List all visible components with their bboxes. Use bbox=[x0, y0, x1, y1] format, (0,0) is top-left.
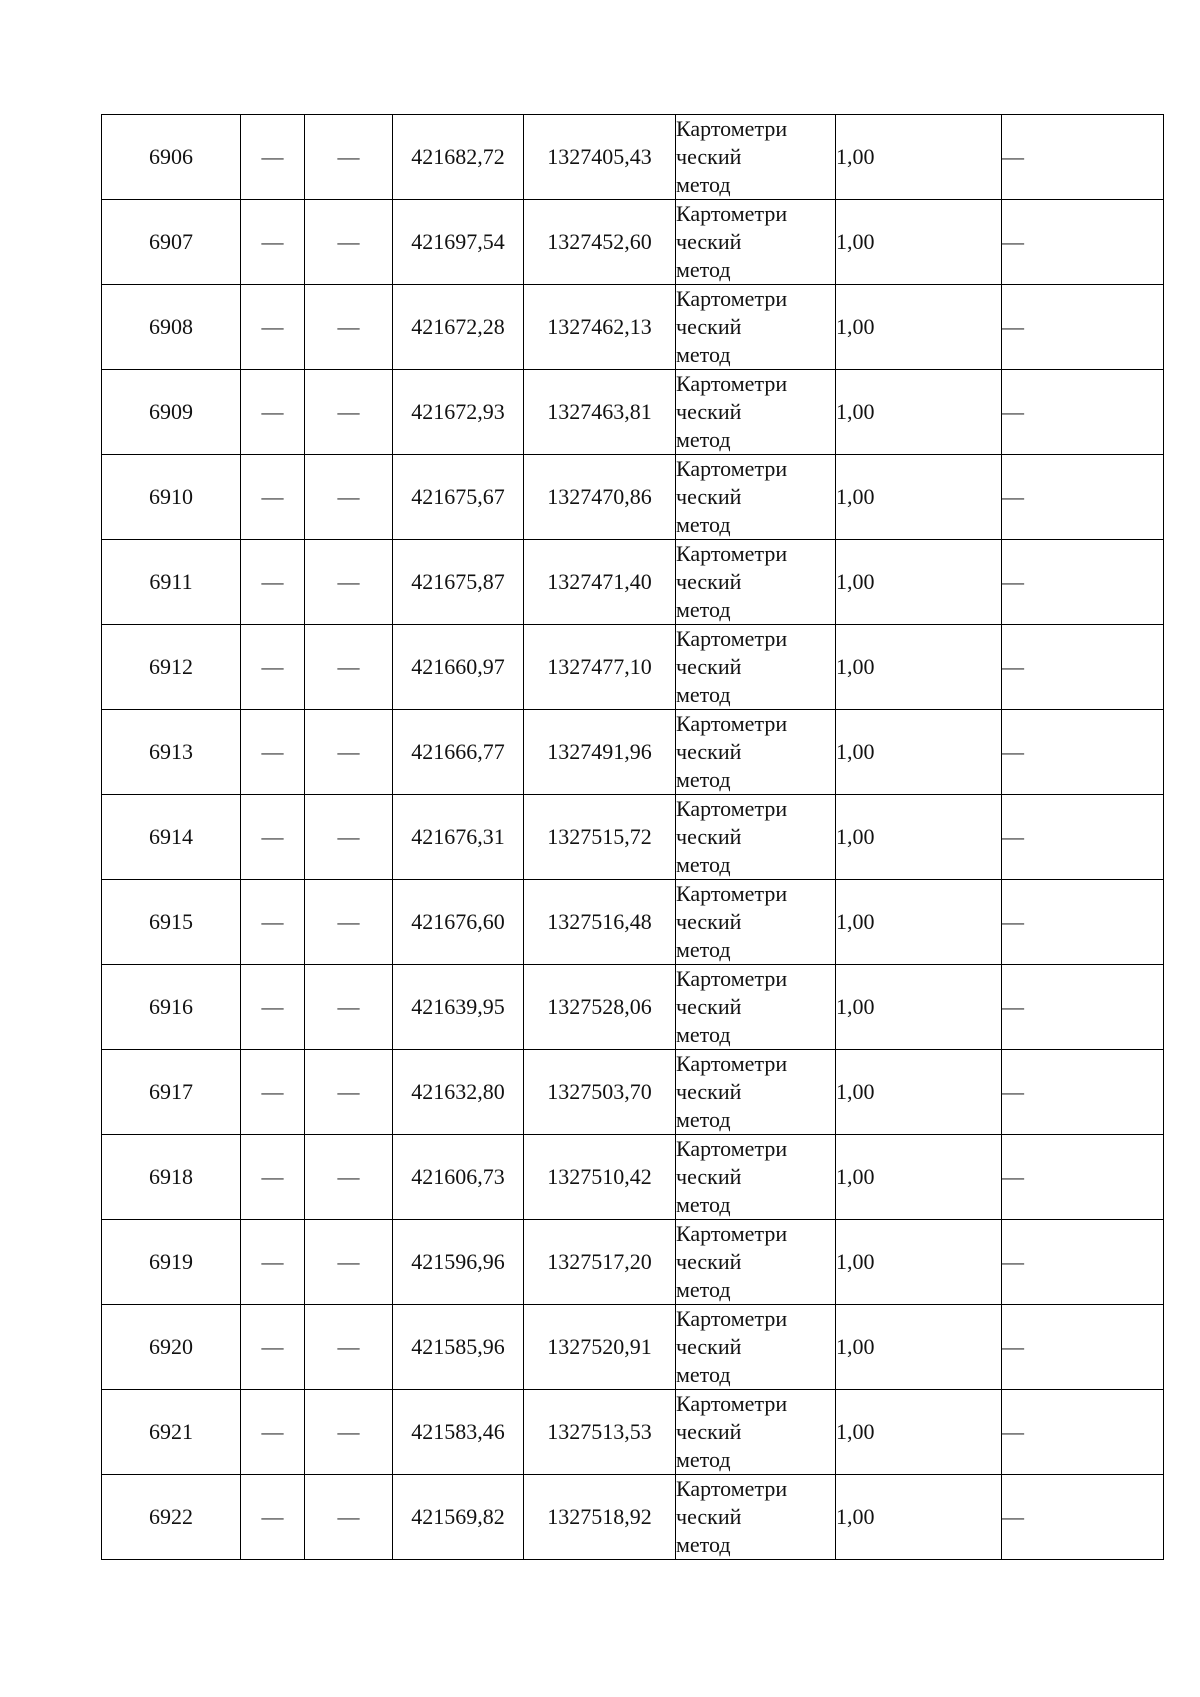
x-coordinate-cell bbox=[393, 710, 524, 795]
empty-value-cell bbox=[241, 1475, 305, 1560]
note-text: — bbox=[1002, 739, 1024, 764]
method-cell bbox=[676, 1475, 836, 1560]
precision-text: 1,00 bbox=[836, 1419, 875, 1444]
x-coordinate-text: 421660,97 bbox=[411, 654, 505, 679]
precision-text: 1,00 bbox=[836, 739, 875, 764]
x-coordinate-text: 421697,54 bbox=[411, 229, 505, 254]
empty-value-text: — bbox=[337, 654, 360, 679]
empty-value-cell bbox=[305, 1050, 393, 1135]
empty-value-text: — bbox=[261, 229, 284, 254]
empty-value-text: — bbox=[337, 1079, 360, 1104]
point-number-text: 6913 bbox=[149, 739, 193, 764]
precision-cell bbox=[836, 710, 1002, 795]
note-text: — bbox=[1002, 654, 1024, 679]
table-row bbox=[102, 540, 1164, 625]
point-number-cell bbox=[102, 795, 241, 880]
empty-value-cell bbox=[241, 710, 305, 795]
point-number-cell bbox=[102, 1220, 241, 1305]
x-coordinate-cell bbox=[393, 965, 524, 1050]
x-coordinate-cell bbox=[393, 880, 524, 965]
x-coordinate-text: 421606,73 bbox=[411, 1164, 505, 1189]
x-coordinate-text: 421666,77 bbox=[411, 739, 505, 764]
method-text: Картометри ческий метод bbox=[676, 1476, 788, 1557]
empty-value-cell bbox=[241, 625, 305, 710]
note-text: — bbox=[1002, 1334, 1024, 1359]
x-coordinate-cell bbox=[393, 1390, 524, 1475]
table-row bbox=[102, 625, 1164, 710]
note-cell bbox=[1002, 455, 1164, 540]
empty-value-text: — bbox=[337, 1164, 360, 1189]
point-number-text: 6909 bbox=[149, 399, 193, 424]
x-coordinate-text: 421672,93 bbox=[411, 399, 505, 424]
method-text: Картометри ческий метод bbox=[676, 1306, 788, 1387]
empty-value-text: — bbox=[261, 1249, 284, 1274]
note-text: — bbox=[1002, 569, 1024, 594]
note-cell bbox=[1002, 625, 1164, 710]
empty-value-text: — bbox=[337, 824, 360, 849]
point-number-text: 6921 bbox=[149, 1419, 193, 1444]
note-cell bbox=[1002, 1390, 1164, 1475]
x-coordinate-text: 421675,87 bbox=[411, 569, 505, 594]
y-coordinate-text: 1327515,72 bbox=[547, 824, 652, 849]
point-number-cell bbox=[102, 115, 241, 200]
method-text: Картометри ческий метод bbox=[676, 1221, 788, 1302]
precision-cell bbox=[836, 370, 1002, 455]
note-text: — bbox=[1002, 1249, 1024, 1274]
note-cell bbox=[1002, 1135, 1164, 1220]
note-cell bbox=[1002, 115, 1164, 200]
point-number-cell bbox=[102, 1135, 241, 1220]
point-number-cell bbox=[102, 455, 241, 540]
method-text: Картометри ческий метод bbox=[676, 966, 788, 1047]
empty-value-cell bbox=[305, 370, 393, 455]
table-row bbox=[102, 1305, 1164, 1390]
y-coordinate-text: 1327463,81 bbox=[547, 399, 652, 424]
precision-cell bbox=[836, 1050, 1002, 1135]
method-cell bbox=[676, 200, 836, 285]
method-cell bbox=[676, 965, 836, 1050]
table-row bbox=[102, 1135, 1164, 1220]
note-cell bbox=[1002, 1305, 1164, 1390]
empty-value-text: — bbox=[261, 1164, 284, 1189]
empty-value-cell bbox=[305, 1475, 393, 1560]
method-text: Картометри ческий метод bbox=[676, 881, 788, 962]
note-text: — bbox=[1002, 314, 1024, 339]
x-coordinate-text: 421596,96 bbox=[411, 1249, 505, 1274]
empty-value-cell bbox=[305, 455, 393, 540]
point-number-cell bbox=[102, 285, 241, 370]
empty-value-cell bbox=[241, 880, 305, 965]
precision-cell bbox=[836, 795, 1002, 880]
x-coordinate-cell bbox=[393, 625, 524, 710]
note-text: — bbox=[1002, 484, 1024, 509]
table-row bbox=[102, 880, 1164, 965]
y-coordinate-text: 1327513,53 bbox=[547, 1419, 652, 1444]
method-cell bbox=[676, 625, 836, 710]
method-cell bbox=[676, 1220, 836, 1305]
empty-value-text: — bbox=[337, 314, 360, 339]
empty-value-text: — bbox=[261, 1419, 284, 1444]
note-cell bbox=[1002, 965, 1164, 1050]
y-coordinate-cell bbox=[524, 285, 676, 370]
note-text: — bbox=[1002, 994, 1024, 1019]
point-number-text: 6907 bbox=[149, 229, 193, 254]
empty-value-text: — bbox=[337, 909, 360, 934]
point-number-text: 6916 bbox=[149, 994, 193, 1019]
note-cell bbox=[1002, 1050, 1164, 1135]
empty-value-text: — bbox=[261, 144, 284, 169]
empty-value-cell bbox=[305, 795, 393, 880]
y-coordinate-cell bbox=[524, 795, 676, 880]
empty-value-cell bbox=[305, 1390, 393, 1475]
x-coordinate-text: 421569,82 bbox=[411, 1504, 505, 1529]
note-text: — bbox=[1002, 909, 1024, 934]
y-coordinate-cell bbox=[524, 710, 676, 795]
y-coordinate-cell bbox=[524, 965, 676, 1050]
empty-value-cell bbox=[241, 795, 305, 880]
note-text: — bbox=[1002, 1164, 1024, 1189]
table-row bbox=[102, 965, 1164, 1050]
y-coordinate-cell bbox=[524, 540, 676, 625]
precision-text: 1,00 bbox=[836, 399, 875, 424]
note-text: — bbox=[1002, 399, 1024, 424]
x-coordinate-text: 421676,31 bbox=[411, 824, 505, 849]
precision-text: 1,00 bbox=[836, 144, 875, 169]
note-text: — bbox=[1002, 824, 1024, 849]
table-row bbox=[102, 200, 1164, 285]
empty-value-text: — bbox=[261, 1334, 284, 1359]
x-coordinate-cell bbox=[393, 455, 524, 540]
table-row bbox=[102, 285, 1164, 370]
empty-value-cell bbox=[241, 1135, 305, 1220]
x-coordinate-text: 421676,60 bbox=[411, 909, 505, 934]
precision-cell bbox=[836, 1475, 1002, 1560]
empty-value-text: — bbox=[261, 1079, 284, 1104]
point-number-text: 6919 bbox=[149, 1249, 193, 1274]
empty-value-cell bbox=[241, 965, 305, 1050]
precision-cell bbox=[836, 880, 1002, 965]
point-number-text: 6917 bbox=[149, 1079, 193, 1104]
y-coordinate-text: 1327510,42 bbox=[547, 1164, 652, 1189]
coordinates-table-body bbox=[102, 115, 1164, 1560]
note-cell bbox=[1002, 540, 1164, 625]
method-text: Картометри ческий метод bbox=[676, 1136, 788, 1217]
precision-text: 1,00 bbox=[836, 484, 875, 509]
point-number-cell bbox=[102, 1390, 241, 1475]
method-text: Картометри ческий метод bbox=[676, 626, 788, 707]
y-coordinate-cell bbox=[524, 1220, 676, 1305]
point-number-text: 6920 bbox=[149, 1334, 193, 1359]
y-coordinate-text: 1327477,10 bbox=[547, 654, 652, 679]
point-number-text: 6914 bbox=[149, 824, 193, 849]
y-coordinate-cell bbox=[524, 370, 676, 455]
empty-value-cell bbox=[241, 370, 305, 455]
point-number-cell bbox=[102, 880, 241, 965]
empty-value-text: — bbox=[337, 569, 360, 594]
note-text: — bbox=[1002, 1504, 1024, 1529]
point-number-cell bbox=[102, 1050, 241, 1135]
precision-cell bbox=[836, 1305, 1002, 1390]
table-row bbox=[102, 455, 1164, 540]
empty-value-text: — bbox=[337, 1419, 360, 1444]
empty-value-cell bbox=[305, 880, 393, 965]
method-text: Картометри ческий метод bbox=[676, 1391, 788, 1472]
table-row bbox=[102, 370, 1164, 455]
empty-value-cell bbox=[241, 1050, 305, 1135]
empty-value-cell bbox=[305, 1220, 393, 1305]
y-coordinate-cell bbox=[524, 1475, 676, 1560]
empty-value-cell bbox=[305, 625, 393, 710]
point-number-cell bbox=[102, 1475, 241, 1560]
empty-value-text: — bbox=[261, 994, 284, 1019]
note-cell bbox=[1002, 880, 1164, 965]
x-coordinate-cell bbox=[393, 1305, 524, 1390]
method-text: Картометри ческий метод bbox=[676, 371, 788, 452]
y-coordinate-text: 1327452,60 bbox=[547, 229, 652, 254]
table-row bbox=[102, 710, 1164, 795]
y-coordinate-cell bbox=[524, 1390, 676, 1475]
empty-value-cell bbox=[305, 1135, 393, 1220]
empty-value-text: — bbox=[337, 739, 360, 764]
x-coordinate-text: 421585,96 bbox=[411, 1334, 505, 1359]
precision-cell bbox=[836, 115, 1002, 200]
point-number-cell bbox=[102, 965, 241, 1050]
method-cell bbox=[676, 455, 836, 540]
precision-cell bbox=[836, 625, 1002, 710]
precision-text: 1,00 bbox=[836, 654, 875, 679]
point-number-text: 6912 bbox=[149, 654, 193, 679]
x-coordinate-cell bbox=[393, 285, 524, 370]
table-row bbox=[102, 795, 1164, 880]
coordinates-table bbox=[101, 114, 1164, 1560]
y-coordinate-text: 1327405,43 bbox=[547, 144, 652, 169]
note-text: — bbox=[1002, 1419, 1024, 1444]
y-coordinate-text: 1327471,40 bbox=[547, 569, 652, 594]
y-coordinate-text: 1327491,96 bbox=[547, 739, 652, 764]
x-coordinate-cell bbox=[393, 1135, 524, 1220]
point-number-text: 6911 bbox=[149, 569, 193, 594]
precision-text: 1,00 bbox=[836, 1079, 875, 1104]
method-text: Картометри ческий метод bbox=[676, 711, 788, 792]
table-row bbox=[102, 1390, 1164, 1475]
note-text: — bbox=[1002, 229, 1024, 254]
note-cell bbox=[1002, 710, 1164, 795]
y-coordinate-text: 1327528,06 bbox=[547, 994, 652, 1019]
precision-cell bbox=[836, 285, 1002, 370]
y-coordinate-text: 1327518,92 bbox=[547, 1504, 652, 1529]
note-cell bbox=[1002, 200, 1164, 285]
point-number-cell bbox=[102, 625, 241, 710]
x-coordinate-text: 421639,95 bbox=[411, 994, 505, 1019]
empty-value-text: — bbox=[337, 144, 360, 169]
point-number-cell bbox=[102, 200, 241, 285]
x-coordinate-cell bbox=[393, 795, 524, 880]
precision-cell bbox=[836, 540, 1002, 625]
precision-text: 1,00 bbox=[836, 229, 875, 254]
empty-value-cell bbox=[305, 1305, 393, 1390]
x-coordinate-cell bbox=[393, 200, 524, 285]
precision-text: 1,00 bbox=[836, 1504, 875, 1529]
precision-text: 1,00 bbox=[836, 1164, 875, 1189]
x-coordinate-cell bbox=[393, 370, 524, 455]
y-coordinate-cell bbox=[524, 455, 676, 540]
empty-value-text: — bbox=[261, 824, 284, 849]
y-coordinate-text: 1327470,86 bbox=[547, 484, 652, 509]
empty-value-text: — bbox=[337, 399, 360, 424]
method-text: Картометри ческий метод bbox=[676, 541, 788, 622]
x-coordinate-text: 421672,28 bbox=[411, 314, 505, 339]
table-row bbox=[102, 1475, 1164, 1560]
empty-value-cell bbox=[305, 540, 393, 625]
x-coordinate-cell bbox=[393, 1050, 524, 1135]
method-text: Картометри ческий метод bbox=[676, 456, 788, 537]
y-coordinate-cell bbox=[524, 1305, 676, 1390]
method-cell bbox=[676, 1390, 836, 1475]
note-cell bbox=[1002, 795, 1164, 880]
y-coordinate-text: 1327503,70 bbox=[547, 1079, 652, 1104]
empty-value-text: — bbox=[337, 1334, 360, 1359]
point-number-text: 6918 bbox=[149, 1164, 193, 1189]
method-cell bbox=[676, 370, 836, 455]
empty-value-cell bbox=[305, 710, 393, 795]
method-text: Картометри ческий метод bbox=[676, 201, 788, 282]
precision-text: 1,00 bbox=[836, 1249, 875, 1274]
empty-value-cell bbox=[241, 455, 305, 540]
note-cell bbox=[1002, 1220, 1164, 1305]
empty-value-cell bbox=[241, 1220, 305, 1305]
precision-text: 1,00 bbox=[836, 909, 875, 934]
method-cell bbox=[676, 115, 836, 200]
x-coordinate-text: 421632,80 bbox=[411, 1079, 505, 1104]
precision-text: 1,00 bbox=[836, 314, 875, 339]
empty-value-cell bbox=[241, 200, 305, 285]
method-cell bbox=[676, 1050, 836, 1135]
point-number-cell bbox=[102, 710, 241, 795]
precision-cell bbox=[836, 1220, 1002, 1305]
point-number-cell bbox=[102, 540, 241, 625]
empty-value-text: — bbox=[261, 1504, 284, 1529]
empty-value-cell bbox=[305, 115, 393, 200]
x-coordinate-text: 421675,67 bbox=[411, 484, 505, 509]
method-text: Картометри ческий метод bbox=[676, 796, 788, 877]
empty-value-text: — bbox=[337, 1249, 360, 1274]
empty-value-cell bbox=[241, 540, 305, 625]
empty-value-cell bbox=[241, 1305, 305, 1390]
x-coordinate-cell bbox=[393, 1475, 524, 1560]
point-number-text: 6908 bbox=[149, 314, 193, 339]
empty-value-cell bbox=[241, 1390, 305, 1475]
x-coordinate-cell bbox=[393, 540, 524, 625]
y-coordinate-text: 1327520,91 bbox=[547, 1334, 652, 1359]
empty-value-text: — bbox=[261, 909, 284, 934]
empty-value-text: — bbox=[337, 1504, 360, 1529]
precision-text: 1,00 bbox=[836, 994, 875, 1019]
note-cell bbox=[1002, 285, 1164, 370]
method-text: Картометри ческий метод bbox=[676, 116, 788, 197]
precision-cell bbox=[836, 1135, 1002, 1220]
table-row bbox=[102, 1220, 1164, 1305]
empty-value-text: — bbox=[261, 399, 284, 424]
note-text: — bbox=[1002, 1079, 1024, 1104]
empty-value-cell bbox=[305, 965, 393, 1050]
empty-value-cell bbox=[241, 285, 305, 370]
empty-value-text: — bbox=[261, 484, 284, 509]
method-text: Картометри ческий метод bbox=[676, 1051, 788, 1132]
precision-text: 1,00 bbox=[836, 1334, 875, 1359]
x-coordinate-text: 421682,72 bbox=[411, 144, 505, 169]
y-coordinate-cell bbox=[524, 115, 676, 200]
empty-value-text: — bbox=[261, 739, 284, 764]
y-coordinate-cell bbox=[524, 200, 676, 285]
precision-text: 1,00 bbox=[836, 569, 875, 594]
method-cell bbox=[676, 795, 836, 880]
empty-value-text: — bbox=[261, 654, 284, 679]
point-number-cell bbox=[102, 1305, 241, 1390]
point-number-cell bbox=[102, 370, 241, 455]
y-coordinate-text: 1327462,13 bbox=[547, 314, 652, 339]
precision-cell bbox=[836, 965, 1002, 1050]
y-coordinate-cell bbox=[524, 625, 676, 710]
method-cell bbox=[676, 540, 836, 625]
precision-cell bbox=[836, 455, 1002, 540]
y-coordinate-cell bbox=[524, 880, 676, 965]
precision-text: 1,00 bbox=[836, 824, 875, 849]
point-number-text: 6910 bbox=[149, 484, 193, 509]
note-text: — bbox=[1002, 144, 1024, 169]
y-coordinate-text: 1327516,48 bbox=[547, 909, 652, 934]
empty-value-text: — bbox=[337, 229, 360, 254]
x-coordinate-cell bbox=[393, 1220, 524, 1305]
x-coordinate-text: 421583,46 bbox=[411, 1419, 505, 1444]
y-coordinate-cell bbox=[524, 1135, 676, 1220]
method-cell bbox=[676, 710, 836, 795]
empty-value-cell bbox=[305, 285, 393, 370]
note-cell bbox=[1002, 1475, 1164, 1560]
table-row bbox=[102, 1050, 1164, 1135]
empty-value-text: — bbox=[337, 484, 360, 509]
empty-value-text: — bbox=[261, 314, 284, 339]
y-coordinate-text: 1327517,20 bbox=[547, 1249, 652, 1274]
point-number-text: 6922 bbox=[149, 1504, 193, 1529]
note-cell bbox=[1002, 370, 1164, 455]
method-cell bbox=[676, 1305, 836, 1390]
y-coordinate-cell bbox=[524, 1050, 676, 1135]
method-cell bbox=[676, 880, 836, 965]
empty-value-cell bbox=[305, 200, 393, 285]
method-cell bbox=[676, 1135, 836, 1220]
precision-cell bbox=[836, 200, 1002, 285]
empty-value-text: — bbox=[261, 569, 284, 594]
method-cell bbox=[676, 285, 836, 370]
table-row bbox=[102, 115, 1164, 200]
point-number-text: 6906 bbox=[149, 144, 193, 169]
point-number-text: 6915 bbox=[149, 909, 193, 934]
method-text: Картометри ческий метод bbox=[676, 286, 788, 367]
empty-value-cell bbox=[241, 115, 305, 200]
precision-cell bbox=[836, 1390, 1002, 1475]
empty-value-text: — bbox=[337, 994, 360, 1019]
x-coordinate-cell bbox=[393, 115, 524, 200]
